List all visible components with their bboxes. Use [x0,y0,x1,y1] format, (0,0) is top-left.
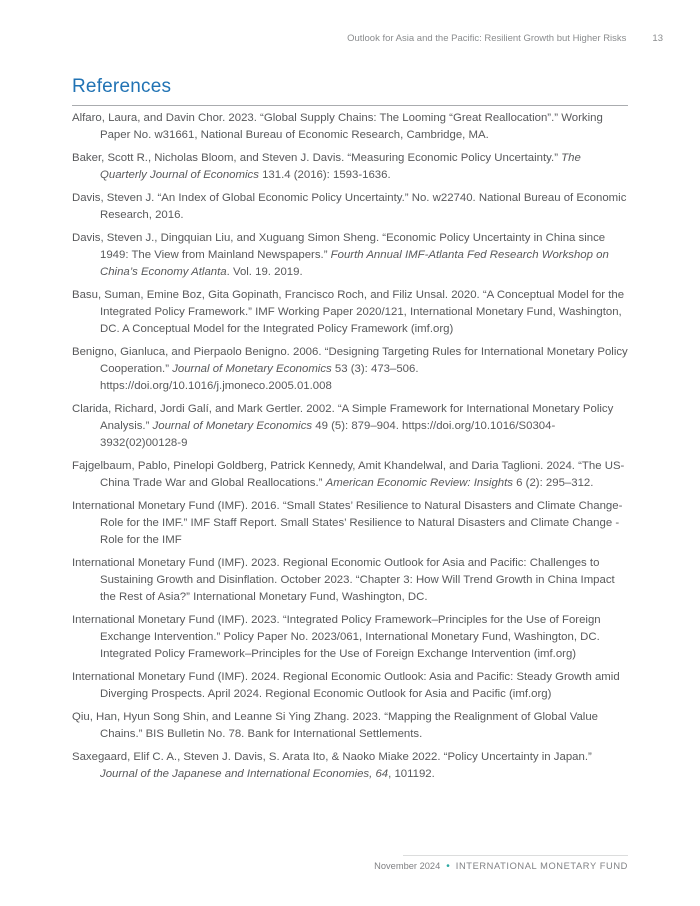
journal-title: Journal of the Japanese and International Economies, 64 [100,768,389,780]
reference-text: Baker, Scott R., Nicholas Bloom, and Steven J. Davis. “Measuring Economic Policy Uncertainty.” [72,152,562,164]
reference-text: . Vol. 19. 2019. [226,266,303,278]
reference-entry [72,498,628,549]
bullet-separator: • [446,861,450,872]
journal-title: Journal of Monetary Economics [172,363,332,375]
journal-title: Journal of Monetary Economics [152,420,313,432]
reference-entry [72,401,628,452]
footer-date: November 2024 [374,861,441,871]
reference-text: International Monetary Fund (IMF). 2023. “Integrated Policy Framework–Principles for the Use of Foreign Exchange Intervention.” Policy Paper No. 2023/061, International Monetary Fund, Washington, DC. Integrated Policy Framework–Principles for the Use of Foreign Exchange Intervention (imf.org) [72,614,601,660]
footer-divider [403,855,628,856]
reference-entry [72,458,628,492]
reference-entry [72,709,628,743]
reference-text: Saxegaard, Elif C. A., Steven J. Davis, S. Arata Ito, & Naoko Miake 2022. “Policy Uncertainty in Japan.” [72,751,592,763]
reference-text: Alfaro, Laura, and Davin Chor. 2023. “Global Supply Chains: The Looming “Great Reallocation”.” Working Paper No. w31661, National Bureau of Economic Research, Cambridge, MA. [72,112,603,141]
heading-divider [72,105,628,106]
reference-text: Qiu, Han, Hyun Song Shin, and Leanne Si Ying Zhang. 2023. “Mapping the Realignment of Global Value Chains.” BIS Bulletin No. 78. Bank for International Settlements. [72,711,599,740]
reference-text: International Monetary Fund (IMF). 2016. “Small States’ Resilience to Natural Disasters and Climate Change-Role for the IMF.” IMF Staff Report. Small States’ Resilience to Natural Disasters and Climate Change - Role for the IMF [72,500,623,546]
reference-text: Benigno, Gianluca, and Pierpaolo Benigno. 2006. “Designing Targeting Rules for International Monetary Policy Cooperation.” [72,346,628,375]
reference-entry [72,612,628,663]
reference-text: 6 (2): 295–312. [513,477,594,489]
reference-entry [72,150,628,184]
reference-text: , 101192. [388,768,435,780]
running-header [347,33,663,44]
reference-entry [72,344,628,395]
journal-title: Fourth Annual IMF-Atlanta Fed Research Workshop on China’s Economy Atlanta [100,249,609,278]
reference-list [72,110,628,789]
reference-text: 49 (5): 879–904. https://doi.org/10.1016/S0304-3932(02)00128-9 [100,420,556,449]
reference-text: Davis, Steven J. “An Index of Global Economic Policy Uncertainty.” No. w22740. National Bureau of Economic Research, 2016. [72,192,627,221]
footer-organization: INTERNATIONAL MONETARY FUND [455,861,628,871]
reference-entry [72,287,628,338]
references-heading: References [72,76,172,97]
reference-text: 131.4 (2016): 1593-1636. [258,169,391,181]
reference-entry [72,555,628,606]
page-footer [374,861,628,872]
reference-text: International Monetary Fund (IMF). 2024. Regional Economic Outlook: Asia and Pacific: Steady Growth amid Diverging Prospects. April 2024. Regional Economic Outlook for Asia and Pacific (imf.org) [72,671,620,700]
reference-entry [72,669,628,703]
reference-entry [72,749,628,783]
running-header-title: Outlook for Asia and the Pacific: Resilient Growth but Higher Risks [347,33,627,44]
page-number: 13 [652,33,663,44]
reference-entry [72,230,628,281]
reference-entry [72,110,628,144]
journal-title: American Economic Review: Insights [325,477,513,489]
reference-entry [72,190,628,224]
reference-text: 53 (3): 473–506. https://doi.org/10.1016/j.jmoneco.2005.01.008 [100,363,419,392]
reference-text: Fajgelbaum, Pablo, Pinelopi Goldberg, Patrick Kennedy, Amit Khandelwal, and Daria Taglioni. 2024. “The US-China Trade War and Global Reallocations.” [72,460,625,489]
reference-text: Davis, Steven J., Dingquian Liu, and Xuguang Simon Sheng. “Economic Policy Uncertainty in China since 1949: The View from Mainland Newspapers.” [72,232,606,261]
journal-title: The Quarterly Journal of Economics [100,152,581,181]
reference-text: Clarida, Richard, Jordi Galí, and Mark Gertler. 2002. “A Simple Framework for International Monetary Policy Analysis.” [72,403,614,432]
reference-text: International Monetary Fund (IMF). 2023. Regional Economic Outlook for Asia and Pacific: Challenges to Sustaining Growth and Disinflation. October 2023. “Chapter 3: How Will Trend Growth in China Impact the Rest of Asia?” International Monetary Fund, Washington, DC. [72,557,615,603]
reference-text: Basu, Suman, Emine Boz, Gita Gopinath, Francisco Roch, and Filiz Unsal. 2020. “A Conceptual Model for the Integrated Policy Framework.” IMF Working Paper 2020/121, International Monetary Fund, Washington, DC. A Conceptual Model for the Integrated Policy Framework (imf.org) [72,289,625,335]
